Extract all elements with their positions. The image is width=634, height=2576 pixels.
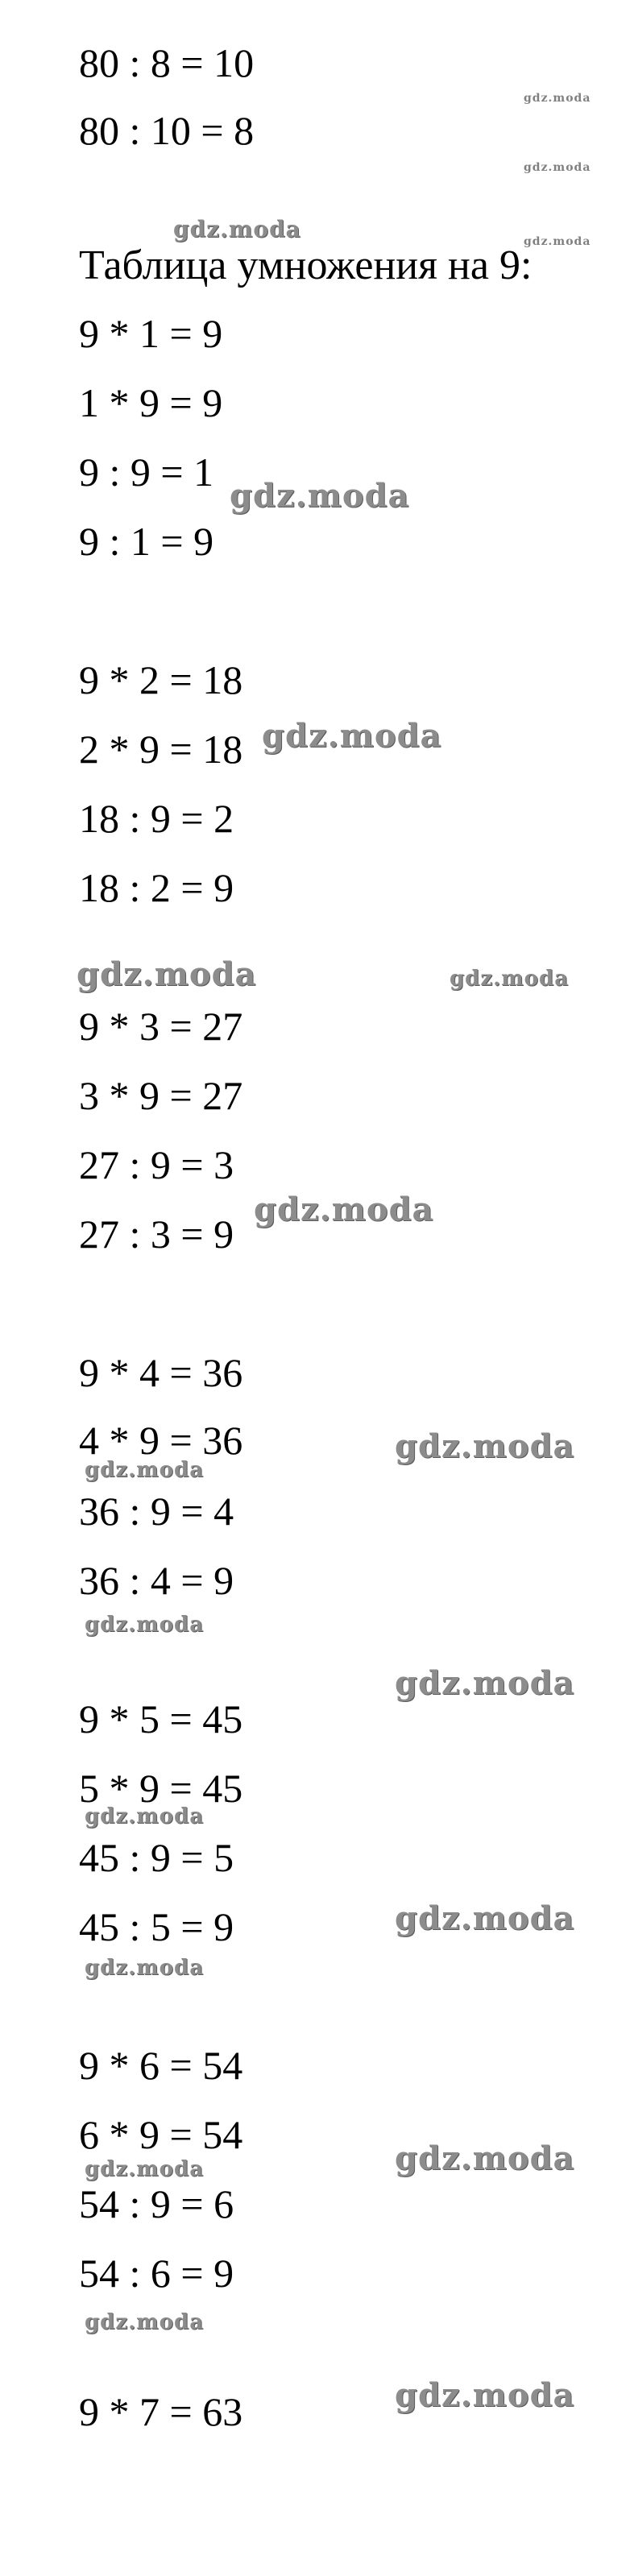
line-9div1: 9 : 1 = 9 <box>79 519 214 564</box>
watermark: gdz.moda <box>85 2310 205 2334</box>
line-80-div-8: 80 : 8 = 10 <box>79 40 255 85</box>
line-4x9: 4 * 9 = 36 <box>79 1418 243 1463</box>
watermark: gdz.moda <box>173 216 301 242</box>
line-45div5: 45 : 5 = 9 <box>79 1904 234 1949</box>
line-27div9: 27 : 9 = 3 <box>79 1142 234 1187</box>
line-9x7: 9 * 7 = 63 <box>79 2389 243 2434</box>
watermark: gdz.moda <box>85 1956 205 1980</box>
line-18div2: 18 : 2 = 9 <box>79 865 234 910</box>
watermark: gdz.moda <box>524 92 591 105</box>
watermark: gdz.moda <box>395 2376 575 2414</box>
watermark: gdz.moda <box>85 1458 205 1482</box>
watermark: gdz.moda <box>85 1613 205 1637</box>
watermark: gdz.moda <box>524 161 591 174</box>
line-1x9: 1 * 9 = 9 <box>79 380 223 425</box>
watermark: gdz.moda <box>230 477 410 515</box>
line-3x9: 3 * 9 = 27 <box>79 1073 243 1118</box>
line-9x6: 9 * 6 = 54 <box>79 2043 243 2088</box>
watermark: gdz.moda <box>450 967 570 991</box>
section-heading: Таблица умножения на 9: <box>79 242 532 288</box>
watermark: gdz.moda <box>262 717 442 755</box>
line-36div4: 36 : 4 = 9 <box>79 1558 234 1603</box>
watermark: gdz.moda <box>395 2139 575 2177</box>
line-18div9: 18 : 9 = 2 <box>79 796 234 841</box>
line-9x5: 9 * 5 = 45 <box>79 1696 243 1741</box>
line-80-div-10: 80 : 10 = 8 <box>79 108 255 153</box>
line-45div9: 45 : 9 = 5 <box>79 1835 234 1880</box>
line-9div9: 9 : 9 = 1 <box>79 449 214 495</box>
watermark: gdz.moda <box>395 1899 575 1937</box>
watermark: gdz.moda <box>77 955 257 993</box>
line-36div9: 36 : 9 = 4 <box>79 1489 234 1534</box>
line-9x2: 9 * 2 = 18 <box>79 657 243 702</box>
watermark: gdz.moda <box>254 1191 434 1228</box>
line-6x9: 6 * 9 = 54 <box>79 2112 243 2157</box>
watermark: gdz.moda <box>395 1664 575 1702</box>
watermark: gdz.moda <box>85 2157 205 2181</box>
line-5x9: 5 * 9 = 45 <box>79 1766 243 1811</box>
line-9x4: 9 * 4 = 36 <box>79 1350 243 1395</box>
line-2x9: 2 * 9 = 18 <box>79 727 243 772</box>
line-9x1: 9 * 1 = 9 <box>79 311 223 356</box>
watermark: gdz.moda <box>85 1804 205 1828</box>
line-9x3: 9 * 3 = 27 <box>79 1004 243 1049</box>
line-27div3: 27 : 3 = 9 <box>79 1211 234 1257</box>
watermark: gdz.moda <box>524 235 591 248</box>
line-54div9: 54 : 9 = 6 <box>79 2181 234 2226</box>
watermark: gdz.moda <box>395 1427 575 1465</box>
line-54div6: 54 : 6 = 9 <box>79 2251 234 2296</box>
